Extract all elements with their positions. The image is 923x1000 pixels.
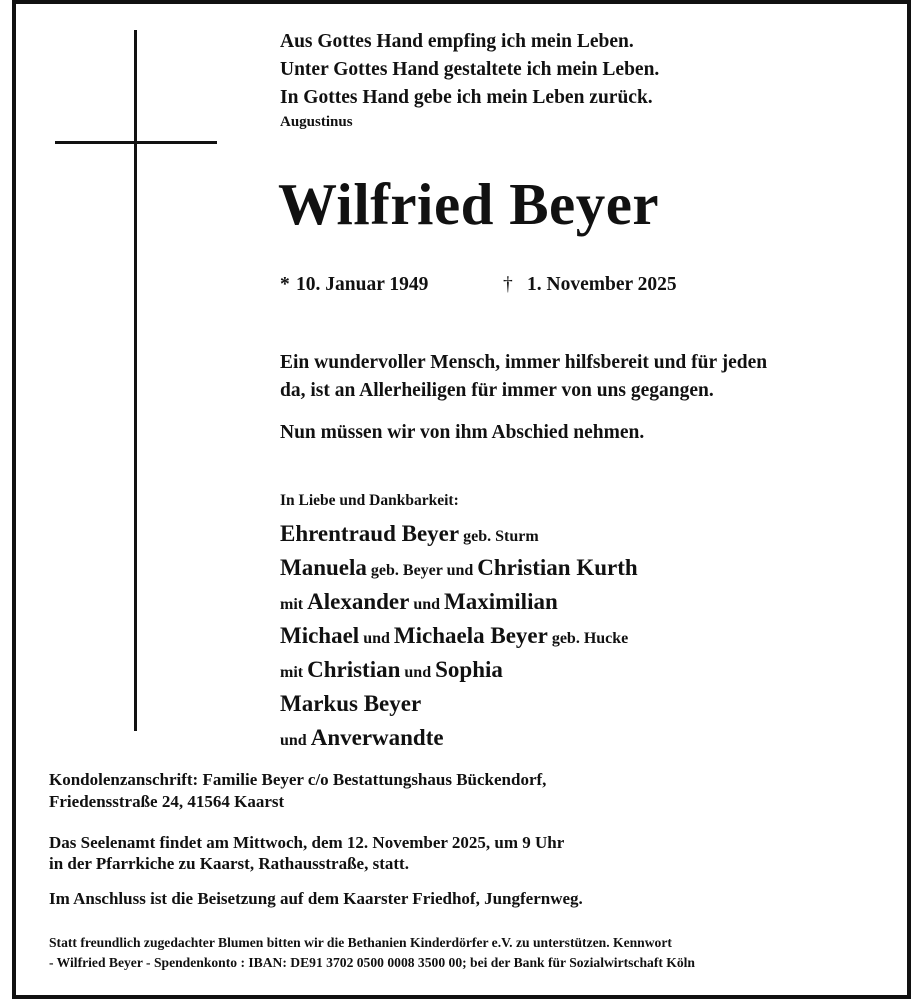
mourner-connector: und [409, 596, 445, 613]
condolence-line: Friedensstraße 24, 41564 Kaarst [49, 792, 285, 811]
mourner-name: Maximilian [444, 589, 558, 614]
mourner-name: Christian [307, 657, 401, 682]
birth-symbol: * [280, 274, 290, 295]
quote-line: In Gottes Hand gebe ich mein Leben zurück. [280, 87, 653, 108]
mourner-connector: geb. Sturm [459, 528, 539, 545]
quote-author: Augustinus [280, 114, 353, 130]
cross-horizontal-bar [55, 141, 217, 144]
donation-line: - Wilfried Beyer - Spendenkonto : IBAN: DE91 3702 0500 0008 3500 00; bei der Bank für Sozialwirtschaft Köln [49, 955, 695, 970]
mourner-line [280, 586, 638, 620]
service-line: in der Pfarrkiche zu Kaarst, Rathausstraße, statt. [49, 854, 409, 873]
mourner-name: Michaela Beyer [393, 623, 548, 648]
mourner-connector: und [400, 664, 436, 681]
mourner-connector: und [359, 630, 394, 647]
mourner-line [280, 654, 638, 688]
mourner-line [280, 722, 638, 756]
mourner-line [280, 552, 638, 586]
mourner-line [280, 518, 638, 552]
mourner-name: Manuela [280, 555, 367, 580]
birth-date: 10. Januar 1949 [296, 274, 429, 295]
mourner-line [280, 620, 638, 654]
cross-vertical-bar [134, 30, 137, 731]
mourner-line [280, 688, 638, 722]
mourner-connector: geb. Beyer und [366, 562, 478, 579]
mourner-connector: geb. Hucke [547, 630, 629, 647]
mourner-connector: mit [280, 664, 308, 681]
message-line: Ein wundervoller Mensch, immer hilfsbereit und für jeden [280, 352, 768, 373]
condolence-line: Kondolenzanschrift: Familie Beyer c/o Bestattungshaus Bückendorf, [49, 770, 547, 789]
mourner-name: Ehrentraud Beyer [280, 521, 460, 546]
mourner-name: Alexander [307, 589, 410, 614]
deceased-name: Wilfried Beyer [278, 171, 660, 237]
mourner-connector: mit [280, 596, 308, 613]
mourner-connector: und [280, 732, 311, 749]
mourner-name: Michael [280, 623, 360, 648]
mourner-name: Anverwandte [310, 725, 444, 750]
mourner-name: Sophia [435, 657, 503, 682]
donation-line: Statt freundlich zugedachter Blumen bitten wir die Bethanien Kinderdörfer e.V. zu unterstützen. Kennwort [49, 935, 672, 950]
death-dagger-icon: † [503, 274, 513, 295]
mourners-heading: In Liebe und Dankbarkeit: [280, 492, 459, 509]
death-date: 1. November 2025 [527, 274, 677, 295]
burial-line: Im Anschluss ist die Beisetzung auf dem Kaarster Friedhof, Jungfernweg. [49, 889, 583, 908]
message-line: da, ist an Allerheiligen für immer von uns gegangen. [280, 380, 714, 401]
quote-line: Aus Gottes Hand empfing ich mein Leben. [280, 31, 634, 52]
service-line: Das Seelenamt findet am Mittwoch, dem 12. November 2025, um 9 Uhr [49, 833, 565, 852]
mourner-name: Christian Kurth [477, 555, 638, 580]
quote-line: Unter Gottes Hand gestaltete ich mein Leben. [280, 59, 660, 80]
farewell-line: Nun müssen wir von ihm Abschied nehmen. [280, 422, 645, 443]
mourner-name: Markus Beyer [280, 691, 422, 716]
mourners-list [280, 518, 638, 756]
